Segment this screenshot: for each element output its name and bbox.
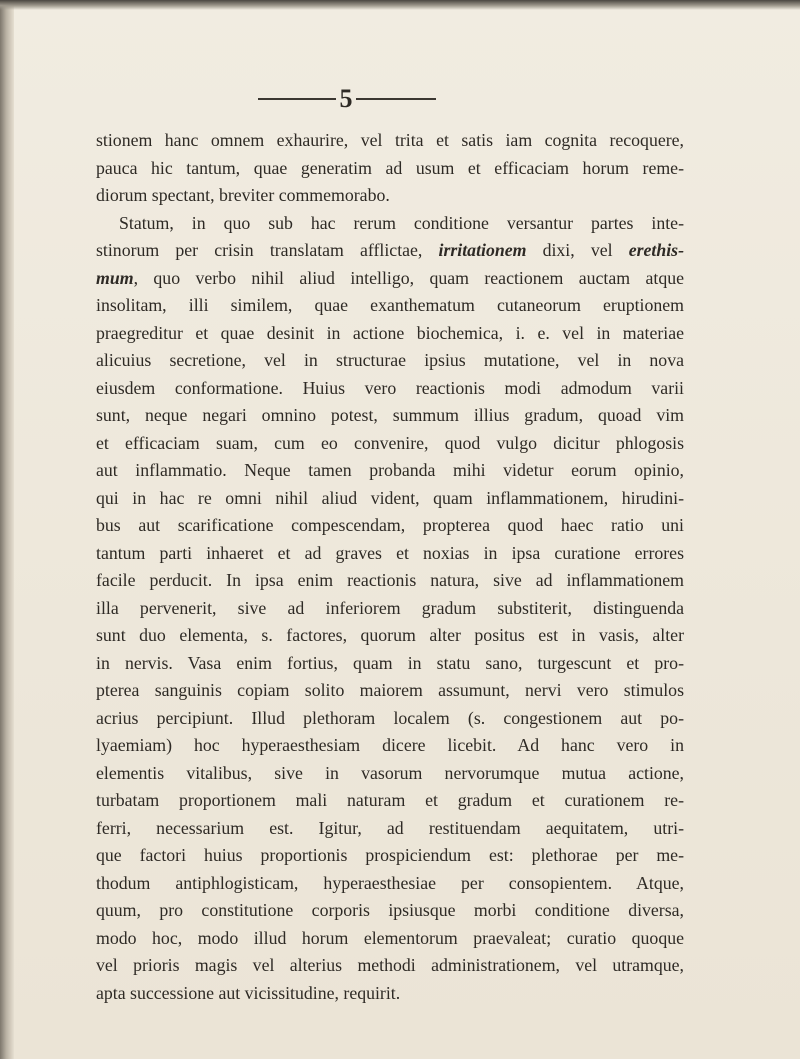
text-line: eiusdem conformatione. Huius vero reactionis modi admodum varii — [96, 377, 684, 398]
italic-term: irritationem — [438, 240, 527, 260]
text-line: stinorum per crisin translatam afflictae, irritationem dixi, vel erethis- — [96, 240, 685, 260]
italic-term: mum — [96, 267, 134, 288]
text-line: pterea sanguinis copiam solito maiorem assumunt, nervi vero stimulos — [96, 680, 684, 700]
text-line: apta successione aut vicissitudine, requirit. — [96, 982, 401, 1003]
text-line: diorum spectant, breviter commemorabo. — [96, 185, 390, 205]
text-line: quum, pro constitutione corporis ipsiusque morbi conditione diversa, — [96, 900, 684, 920]
page-number: 5 — [339, 84, 353, 113]
text-line: aut inflammatio. Neque tamen probanda mihi videtur eorum opinio, — [96, 460, 684, 480]
header-rule-right — [356, 98, 436, 100]
text-line: vel prioris magis vel alterius methodi administrationem, vel utramque, — [96, 955, 684, 975]
text-line: ferri, necessarium est. Igitur, ad restituendam aequitatem, utri- — [96, 817, 684, 838]
header-rule-left — [258, 98, 336, 100]
text-line: acrius percipiunt. Illud plethoram localem (s. congestionem aut po- — [96, 707, 684, 728]
text-line: elementis vitalibus, sive in vasorum nervorumque mutua actione, — [96, 762, 684, 783]
text-line: insolitam, illi similem, quae exanthematum cutaneorum eruptionem — [96, 295, 684, 315]
text-line: tantum parti inhaeret et ad graves et noxias in ipsa curatione errores — [96, 542, 684, 563]
page-header — [0, 84, 800, 114]
paragraph-start-line: Statum, in quo sub hac rerum conditione versantur partes inte- — [119, 212, 684, 233]
text-line: bus aut scarificatione compescendam, propterea quod haec ratio uni — [96, 515, 684, 535]
text-line: qui in hac re omni nihil aliud vident, quam inflammationem, hirudini- — [96, 487, 684, 508]
text-line: et efficaciam suam, cum eo convenire, quod vulgo dicitur phlogosis — [96, 432, 684, 453]
text-line: turbatam proportionem mali naturam et gradum et curationem re- — [96, 790, 684, 810]
body-text — [96, 127, 684, 1007]
text-line: lyaemiam) hoc hyperaesthesiam dicere licebit. Ad hanc vero in — [96, 735, 684, 755]
italic-term: erethis- — [628, 240, 685, 260]
text-line: praegreditur et quae desinit in actione biochemica, i. e. vel in materiae — [96, 322, 684, 343]
text-line: thodum antiphlogisticam, hyperaesthesiae per consopientem. Atque, — [96, 872, 684, 893]
text-line: pauca hic tantum, quae generatim ad usum et efficaciam horum reme- — [96, 157, 684, 178]
page-spine-shadow — [0, 0, 14, 1059]
text-line: alicuius secretione, vel in structurae ipsius mutatione, vel in nova — [96, 350, 684, 370]
text-line: facile perducit. In ipsa enim reactionis natura, sive ad inflammationem — [96, 570, 684, 590]
text-line: illa pervenerit, sive ad inferiorem gradum substiterit, distinguenda — [96, 597, 684, 618]
text-line: stionem hanc omnem exhaurire, vel trita et satis iam cognita recoquere, — [96, 130, 684, 150]
text-line: que factori huius proportionis prospiciendum est: plethorae per me- — [96, 845, 684, 865]
text-line: sunt duo elementa, s. factores, quorum alter positus est in vasis, alter — [96, 625, 684, 645]
text-line: in nervis. Vasa enim fortius, quam in statu sano, turgescunt et pro- — [96, 652, 684, 673]
text-line: modo hoc, modo illud horum elementorum praevaleat; curatio quoque — [96, 927, 684, 948]
page-top-edge — [0, 0, 800, 10]
text-line: sunt, neque negari omnino potest, summum illius gradum, quoad vim — [96, 405, 684, 425]
text-line: mum, quo verbo nihil aliud intelligo, quam reactionem auctam atque — [96, 267, 684, 288]
